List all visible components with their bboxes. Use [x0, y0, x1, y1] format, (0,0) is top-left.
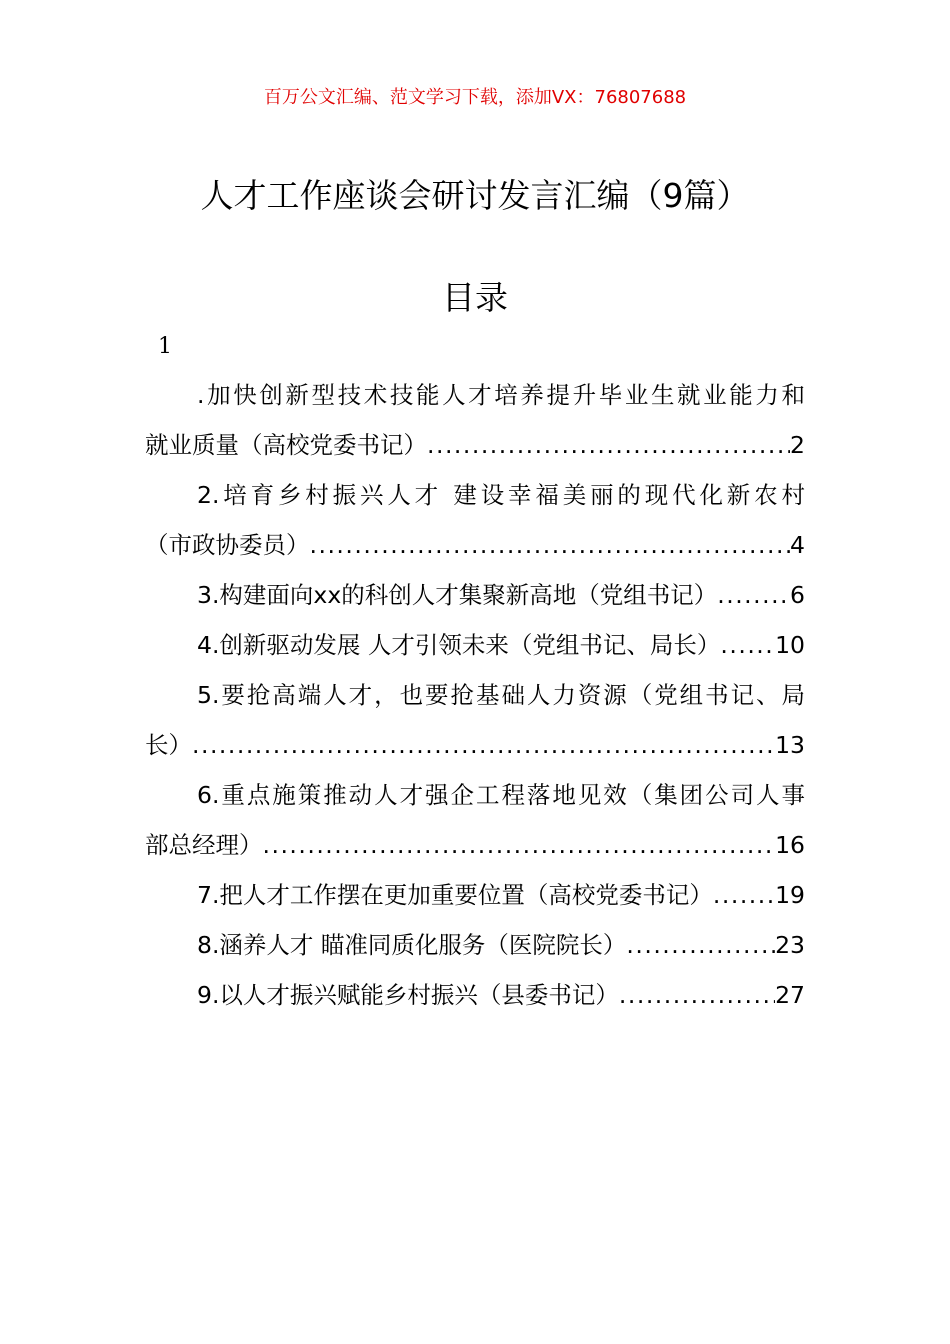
table-of-contents: [145, 370, 805, 1020]
toc-entry-leader-line: [145, 570, 805, 620]
promo-banner: 百万公文汇编、范文学习下载，添加VX：76807688: [263, 87, 687, 108]
toc-page-number: 27: [775, 981, 805, 1009]
toc-entry-title: 7.把人才工作摆在更加重要位置（高校党委书记）: [197, 881, 713, 909]
dot-leader: [619, 970, 775, 1020]
toc-entry-title: 5.要抢高端人才，也要抢基础人力资源（党组书记、局: [197, 681, 805, 709]
toc-entry-5[interactable]: [145, 670, 805, 770]
toc-entry-3[interactable]: [145, 570, 805, 620]
toc-entry-6[interactable]: [145, 770, 805, 870]
toc-entry-title: 9.以人才振兴赋能乡村振兴（县委书记）: [197, 981, 619, 1009]
toc-entry-leader-line: [145, 820, 805, 870]
toc-page-number: 16: [775, 831, 805, 859]
document-title: 人才工作座谈会研讨发言汇编（9篇）: [200, 176, 750, 215]
toc-page-number: 13: [775, 731, 805, 759]
toc-page-number: 10: [775, 631, 805, 659]
toc-page-number: 23: [775, 931, 805, 959]
toc-entry-title: 8.涵养人才 瞄准同质化服务（医院院长）: [197, 931, 627, 959]
toc-entry-title-cont: 就业质量（高校党委书记）: [145, 431, 427, 459]
toc-page-number: 19: [775, 881, 805, 909]
dot-leader: [717, 570, 790, 620]
toc-entry-leader-line: [145, 420, 805, 470]
dot-leader: [310, 520, 791, 570]
toc-entry-8[interactable]: [145, 920, 805, 970]
toc-entry-leader-line: [145, 920, 805, 970]
dot-leader: [720, 620, 775, 670]
toc-entry-7[interactable]: [145, 870, 805, 920]
toc-entry-leader-line: [145, 520, 805, 570]
toc-entry-leader-line: [145, 720, 805, 770]
toc-entry-title: 6.重点施策推动人才强企工程落地见效（集团公司人事: [197, 781, 805, 809]
toc-entry-title-cont: （市政协委员）: [145, 531, 310, 559]
toc-entry-title-cont: 部总经理）: [145, 831, 263, 859]
dot-leader: [427, 420, 790, 470]
toc-entry-1[interactable]: [145, 370, 805, 470]
toc-entry-leader-line: [145, 970, 805, 1020]
toc-entry-9[interactable]: [145, 970, 805, 1020]
toc-entry-4[interactable]: [145, 620, 805, 670]
toc-page-number: 4: [790, 531, 805, 559]
toc-entry-title: .加快创新型技术技能人才培养提升毕业生就业能力和: [197, 381, 805, 409]
stray-page-number: 1: [158, 334, 172, 359]
toc-page-number: 6: [790, 581, 805, 609]
toc-entry-title: 4.创新驱动发展 人才引领未来（党组书记、局长）: [197, 631, 721, 659]
dot-leader: [263, 820, 776, 870]
toc-entry-title: 3.构建面向xx的科创人才集聚新高地（党组书记）: [197, 581, 718, 609]
toc-entry-leader-line: [145, 870, 805, 920]
dot-leader: [192, 720, 775, 770]
toc-entry-title-cont: 长）: [145, 731, 192, 759]
dot-leader: [626, 920, 775, 970]
toc-entry-2[interactable]: [145, 470, 805, 570]
toc-page-number: 2: [790, 431, 805, 459]
toc-entry-title: 2.培育乡村振兴人才 建设幸福美丽的现代化新农村: [197, 481, 805, 509]
toc-heading: 目录: [442, 278, 508, 317]
toc-entry-leader-line: [145, 620, 805, 670]
dot-leader: [713, 870, 775, 920]
